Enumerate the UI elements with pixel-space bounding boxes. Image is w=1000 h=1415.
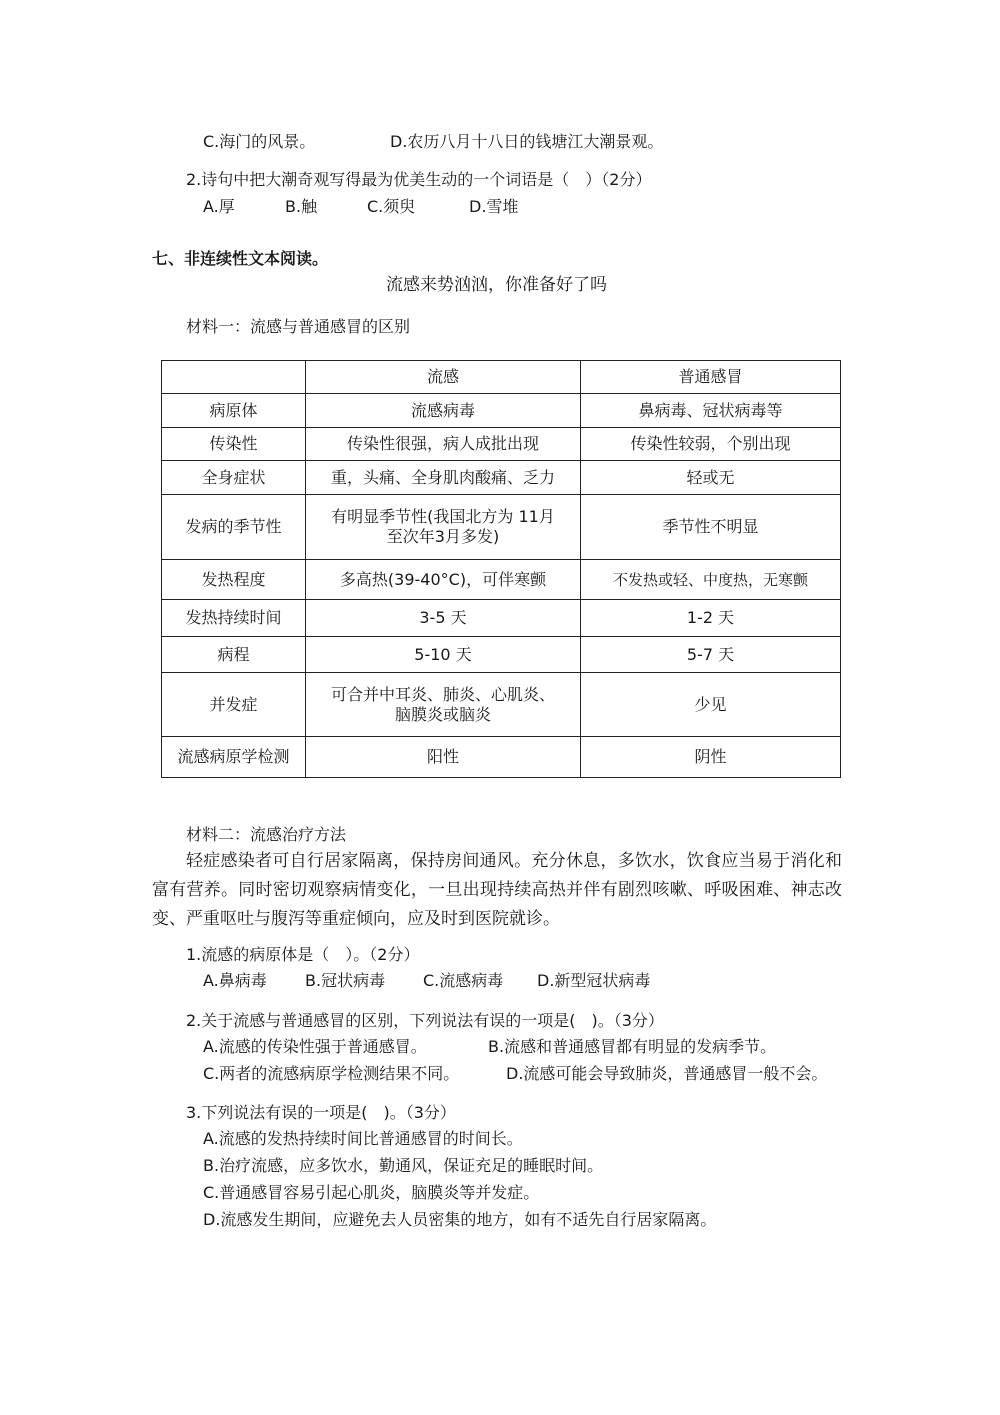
cold-cell: 轻或无 <box>581 461 841 495</box>
comparison-table <box>161 360 841 778</box>
table-header-row <box>162 361 841 394</box>
row-label: 并发症 <box>162 673 306 737</box>
table-header-cell: 流感 <box>306 361 581 394</box>
flu-cell: 流感病毒 <box>306 394 581 428</box>
table-row <box>162 394 841 428</box>
section-heading: 七、非连续性文本阅读。 <box>152 249 329 268</box>
row-label: 病程 <box>162 637 306 673</box>
flu-cell: 可合并中耳炎、肺炎、心肌炎、脑膜炎或脑炎 <box>306 673 581 737</box>
flu-cell: 多高热(39-40°C)，可伴寒颤 <box>306 560 581 600</box>
cold-cell: 不发热或轻、中度热，无寒颤 <box>581 560 841 600</box>
q1-option-b: B.冠状病毒 <box>305 971 386 990</box>
question-2-stem: 2.关于流感与普通感冒的区别，下列说法有误的一项是( )。（3分） <box>186 1011 664 1030</box>
table-header-cell: 普通感冒 <box>581 361 841 394</box>
table-row <box>162 495 841 560</box>
table-header-cell <box>162 361 306 394</box>
table-row <box>162 560 841 600</box>
material-1-label: 材料一：流感与普通感冒的区别 <box>186 317 411 336</box>
material-2-label: 材料二：流感治疗方法 <box>186 825 347 844</box>
q1-option-c: C.流感病毒 <box>423 971 504 990</box>
row-label: 发病的季节性 <box>162 495 306 560</box>
q2-option-c: C.两者的流感病原学检测结果不同。 <box>203 1064 460 1083</box>
cold-cell: 5-7 天 <box>581 637 841 673</box>
prev-option-c: C.海门的风景。 <box>203 132 316 151</box>
row-label: 发热持续时间 <box>162 600 306 637</box>
q2-option-b: B.流感和普通感冒都有明显的发病季节。 <box>488 1037 777 1056</box>
prev-q2-option-c: C.须臾 <box>367 197 416 216</box>
q1-option-d: D.新型冠状病毒 <box>537 971 651 990</box>
row-label: 传染性 <box>162 428 306 461</box>
row-label: 流感病原学检测 <box>162 737 306 778</box>
prev-q2-option-d: D.雪堆 <box>469 197 519 216</box>
article-title: 流感来势汹汹，你准备好了吗 <box>386 275 607 295</box>
row-label: 全身症状 <box>162 461 306 495</box>
row-label: 病原体 <box>162 394 306 428</box>
table-row <box>162 428 841 461</box>
q3-option-a: A.流感的发热持续时间比普通感冒的时间长。 <box>203 1129 523 1148</box>
table-row <box>162 637 841 673</box>
question-1-stem: 1.流感的病原体是（ ）。（2分） <box>186 945 420 964</box>
cold-cell: 季节性不明显 <box>581 495 841 560</box>
q3-option-c: C.普通感冒容易引起心肌炎，脑膜炎等并发症。 <box>203 1183 540 1202</box>
question-1-options <box>203 970 650 992</box>
prev-q2-option-a: A.厚 <box>203 197 235 216</box>
table-row <box>162 673 841 737</box>
row-label: 发热程度 <box>162 560 306 600</box>
flu-cell: 阳性 <box>306 737 581 778</box>
flu-cell: 3-5 天 <box>306 600 581 637</box>
flu-cell: 重，头痛、全身肌肉酸痛、乏力 <box>306 461 581 495</box>
question-3-stem: 3.下列说法有误的一项是( )。（3分） <box>186 1103 456 1122</box>
table-row <box>162 600 841 637</box>
q3-option-d: D.流感发生期间，应避免去人员密集的地方，如有不适先自行居家隔离。 <box>203 1210 717 1229</box>
flu-cell: 有明显季节性(我国北方为 11月至次年3月多发) <box>306 495 581 560</box>
cold-cell: 1-2 天 <box>581 600 841 637</box>
table-row <box>162 461 841 495</box>
q1-option-a: A.鼻病毒 <box>203 971 267 990</box>
prev-option-d: D.农历八月十八日的钱塘江大潮景观。 <box>390 132 664 151</box>
q2-option-d: D.流感可能会导致肺炎，普通感冒一般不会。 <box>506 1064 828 1083</box>
cold-cell: 阴性 <box>581 737 841 778</box>
flu-cell: 5-10 天 <box>306 637 581 673</box>
prev-q2-options <box>203 196 518 218</box>
prev-q2-option-b: B.触 <box>285 197 318 216</box>
flu-cell: 传染性很强，病人成批出现 <box>306 428 581 461</box>
cold-cell: 鼻病毒、冠状病毒等 <box>581 394 841 428</box>
q2-option-a: A.流感的传染性强于普通感冒。 <box>203 1037 427 1056</box>
cold-cell: 少见 <box>581 673 841 737</box>
cold-cell: 传染性较弱，个别出现 <box>581 428 841 461</box>
material-2-paragraph: 轻症感染者可自行居家隔离，保持房间通风。充分休息，多饮水，饮食应当易于消化和富有营养。同时密切观察病情变化，一旦出现持续高热并伴有剧烈咳嗽、呼吸困难、神志改变、严重呕吐与腹泻等重症倾向，应及时到医院就诊。 <box>152 851 842 929</box>
q3-option-b: B.治疗流感，应多饮水，勤通风，保证充足的睡眠时间。 <box>203 1156 604 1175</box>
prev-question-2: 2.诗句中把大潮奇观写得最为优美生动的一个词语是（ ）（2分） <box>186 170 652 189</box>
table-row <box>162 737 841 778</box>
